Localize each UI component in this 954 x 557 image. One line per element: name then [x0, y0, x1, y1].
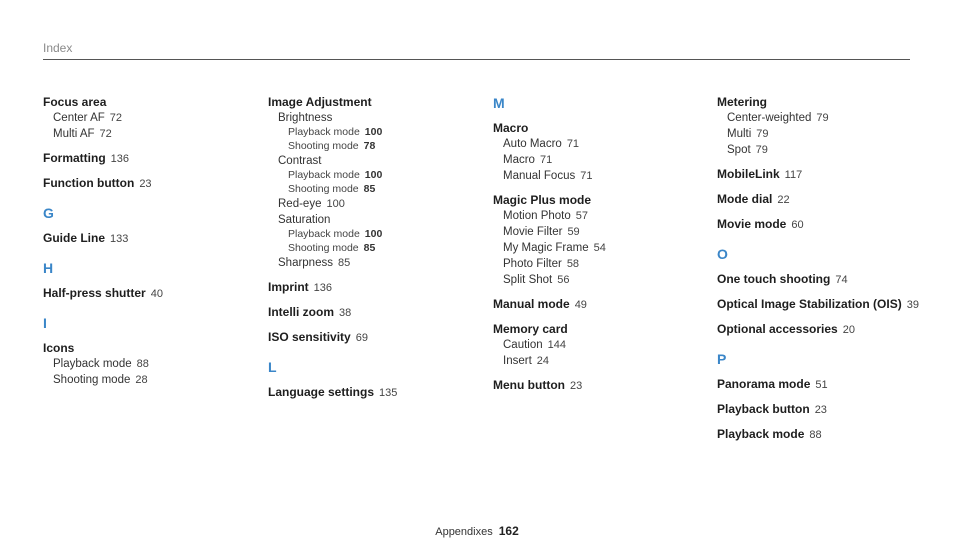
index-entry: [268, 304, 488, 321]
entry-page-number: 57: [575, 210, 589, 222]
entry-term: Metering: [717, 95, 768, 109]
entry-term: Movie Filter: [503, 226, 563, 238]
entry-page-number: 100: [326, 198, 345, 210]
entry-page-number: 136: [313, 282, 333, 294]
entry-term: MobileLink: [717, 167, 780, 181]
spacer: [43, 247, 263, 259]
spacer: [717, 158, 937, 166]
index-subentry: [43, 110, 263, 126]
spacer: [268, 376, 488, 384]
index-letter-heading: G: [43, 205, 54, 221]
spacer: [717, 418, 937, 426]
entry-term: Magic Plus mode: [493, 193, 592, 207]
entry-term: Insert: [503, 355, 532, 367]
index-subentry: [268, 212, 488, 228]
spacer: [717, 263, 937, 271]
index-column-2: [268, 94, 488, 401]
index-subsubentry: [268, 126, 488, 140]
index-subentry: [717, 110, 937, 126]
header-divider: [43, 59, 910, 60]
entry-term: ISO sensitivity: [268, 330, 351, 344]
entry-page-number: 100: [364, 126, 383, 138]
index-subentry: [268, 153, 488, 169]
spacer: [43, 167, 263, 175]
entry-page-number: 88: [809, 429, 822, 441]
index-entry: [43, 285, 263, 302]
entry-page-number: 54: [593, 242, 606, 254]
entry-page-number: 39: [906, 299, 919, 311]
entry-page-number: 78: [363, 139, 376, 152]
entry-term: Sharpness: [278, 257, 333, 269]
entry-term: Manual Focus: [503, 170, 576, 182]
spacer: [268, 296, 488, 304]
entry-term: Shooting mode: [288, 182, 359, 195]
entry-term: Saturation: [278, 214, 331, 226]
entry-page-number: 60: [791, 219, 804, 231]
index-subentry: [43, 372, 263, 388]
entry-page-number: 40: [150, 288, 163, 300]
entry-page-number: 23: [569, 380, 583, 392]
index-entry: [268, 279, 488, 296]
entry-page-number: 100: [364, 228, 383, 240]
index-entry: [717, 271, 937, 288]
entry-page-number: 51: [815, 379, 828, 391]
spacer: [43, 302, 263, 314]
spacer: [493, 112, 713, 120]
spacer: [493, 288, 713, 296]
spacer: [717, 338, 937, 350]
entry-page-number: 135: [379, 387, 398, 399]
entry-term: Auto Macro: [503, 138, 562, 150]
entry-term: Optional accessories: [717, 322, 838, 336]
index-subentry: [717, 126, 937, 142]
spacer: [268, 321, 488, 329]
index-entry: [43, 340, 263, 356]
entry-page-number: 56: [557, 274, 570, 286]
entry-page-number: 22: [777, 194, 790, 206]
index-subentry: [493, 256, 713, 272]
entry-term: Movie mode: [717, 217, 787, 231]
entry-page-number: 144: [547, 339, 566, 351]
entry-term: Macro: [503, 154, 535, 166]
index-entry: [493, 296, 713, 313]
entry-term: Imprint: [268, 280, 309, 294]
entry-page-number: 38: [339, 307, 352, 319]
index-letter-heading: O: [717, 246, 728, 262]
index-entry: [717, 296, 937, 313]
entry-term: Focus area: [43, 95, 107, 109]
entry-term: Shooting mode: [53, 374, 131, 386]
spacer: [268, 346, 488, 358]
entry-term: Formatting: [43, 151, 106, 165]
entry-term: Guide Line: [43, 231, 106, 245]
index-subentry: [493, 208, 713, 224]
entry-term: Motion Photo: [503, 210, 571, 222]
entry-page-number: 71: [566, 138, 580, 150]
index-subentry: [43, 356, 263, 372]
entry-page-number: 72: [99, 128, 112, 140]
spacer: [43, 277, 263, 285]
index-subentry: [268, 110, 488, 126]
spacer: [717, 233, 937, 245]
entry-page-number: 23: [814, 404, 827, 416]
spacer: [268, 271, 488, 279]
index-subsubentry: [268, 228, 488, 242]
index-entry: [268, 384, 488, 401]
index-letter-heading: L: [268, 359, 277, 375]
index-entry: [717, 94, 937, 110]
index-subsubentry: [268, 140, 488, 154]
page-number: 162: [498, 524, 519, 538]
entry-page-number: 71: [539, 154, 553, 166]
index-subsubentry: [268, 169, 488, 183]
entry-page-number: 23: [139, 178, 152, 190]
entry-page-number: 49: [574, 299, 587, 311]
index-entry: [268, 94, 488, 110]
entry-page-number: 24: [536, 355, 550, 367]
entry-term: Language settings: [268, 385, 375, 399]
entry-page-number: 28: [135, 374, 148, 386]
entry-page-number: 117: [784, 169, 803, 181]
index-entry: [43, 150, 263, 167]
entry-page-number: 74: [835, 274, 848, 286]
index-letter-heading: P: [717, 351, 727, 367]
index-entry: [717, 216, 937, 233]
index-subentry: [717, 142, 937, 158]
entry-page-number: 100: [364, 169, 383, 181]
index-letter-heading: I: [43, 315, 47, 331]
entry-term: Intelli zoom: [268, 305, 334, 319]
index-subsubentry: [268, 242, 488, 256]
spacer: [43, 142, 263, 150]
entry-term: Playback mode: [717, 427, 805, 441]
entry-page-number: 79: [755, 144, 768, 156]
index-entry: [717, 166, 937, 183]
index-subentry: [493, 152, 713, 168]
entry-term: My Magic Frame: [503, 242, 589, 254]
entry-term: Macro: [493, 121, 529, 135]
entry-page-number: 85: [337, 257, 351, 269]
entry-term: Contrast: [278, 155, 322, 167]
entry-page-number: 85: [363, 241, 376, 254]
entry-term: Brightness: [278, 112, 333, 124]
index-subentry: [43, 126, 263, 142]
entry-term: Photo Filter: [503, 258, 562, 270]
index-entry: [717, 191, 937, 208]
entry-term: Function button: [43, 176, 135, 190]
index-entry: [43, 175, 263, 192]
entry-term: Multi AF: [53, 128, 95, 140]
entry-term: Icons: [43, 341, 75, 355]
index-subentry: [493, 168, 713, 184]
entry-page-number: 20: [842, 324, 855, 336]
entry-term: Multi: [727, 128, 752, 140]
entry-term: Split Shot: [503, 274, 553, 286]
index-subentry: [493, 272, 713, 288]
index-entry: [493, 120, 713, 136]
index-subentry: [268, 196, 488, 212]
spacer: [493, 313, 713, 321]
index-entry: [493, 192, 713, 208]
index-entry: [717, 426, 937, 443]
entry-page-number: 79: [756, 128, 769, 140]
index-entry: [493, 321, 713, 337]
entry-term: Caution: [503, 339, 543, 351]
index-entry: [717, 401, 937, 418]
index-subentry: [268, 255, 488, 271]
index-letter-heading: H: [43, 260, 54, 276]
index-entry: [717, 376, 937, 393]
index-subentry: [493, 240, 713, 256]
entry-term: Playback mode: [288, 228, 360, 240]
entry-term: One touch shooting: [717, 272, 831, 286]
spacer: [43, 192, 263, 204]
entry-page-number: 79: [816, 112, 829, 124]
index-letter-heading: M: [493, 95, 505, 111]
index-column-4: [717, 94, 937, 443]
index-subentry: [493, 353, 713, 369]
entry-term: Panorama mode: [717, 377, 811, 391]
entry-term: Playback mode: [53, 358, 132, 370]
entry-term: Shooting mode: [288, 241, 359, 254]
spacer: [43, 222, 263, 230]
entry-term: Image Adjustment: [268, 95, 372, 109]
entry-page-number: 59: [567, 226, 580, 238]
index-column-1: [43, 94, 263, 388]
entry-term: Red-eye: [278, 198, 322, 210]
index-entry: [43, 94, 263, 110]
index-entry: [493, 377, 713, 394]
entry-term: Memory card: [493, 322, 568, 336]
index-subentry: [493, 337, 713, 353]
entry-term: Playback button: [717, 402, 810, 416]
entry-page-number: 69: [355, 332, 368, 344]
entry-term: Half-press shutter: [43, 286, 146, 300]
spacer: [493, 184, 713, 192]
index-entry: [43, 230, 263, 247]
spacer: [493, 369, 713, 377]
index-entry: [717, 321, 937, 338]
running-header: Index: [43, 41, 73, 55]
entry-term: Manual mode: [493, 297, 570, 311]
entry-term: Playback mode: [288, 126, 360, 138]
spacer: [717, 288, 937, 296]
spacer: [43, 332, 263, 340]
entry-page-number: 72: [109, 112, 123, 124]
entry-term: Optical Image Stabilization (OIS): [717, 297, 902, 311]
index-subentry: [493, 224, 713, 240]
spacer: [717, 393, 937, 401]
index-subentry: [493, 136, 713, 152]
entry-page-number: 136: [110, 153, 130, 165]
entry-term: Playback mode: [288, 169, 360, 181]
spacer: [717, 183, 937, 191]
spacer: [717, 208, 937, 216]
entry-term: Center-weighted: [727, 112, 812, 124]
footer-section-label: Appendixes: [435, 526, 493, 538]
entry-term: Shooting mode: [288, 139, 359, 152]
entry-page-number: 58: [566, 258, 580, 270]
entry-term: Menu button: [493, 378, 565, 392]
entry-term: Center AF: [53, 112, 105, 124]
entry-page-number: 85: [363, 182, 376, 195]
entry-page-number: 88: [136, 358, 149, 370]
entry-term: Spot: [727, 144, 751, 156]
spacer: [717, 313, 937, 321]
page-footer: [0, 524, 954, 538]
spacer: [717, 368, 937, 376]
index-entry: [268, 329, 488, 346]
entry-page-number: 133: [110, 233, 129, 245]
index-subsubentry: [268, 183, 488, 197]
entry-page-number: 71: [580, 170, 593, 182]
entry-term: Mode dial: [717, 192, 773, 206]
index-column-3: [493, 94, 713, 394]
